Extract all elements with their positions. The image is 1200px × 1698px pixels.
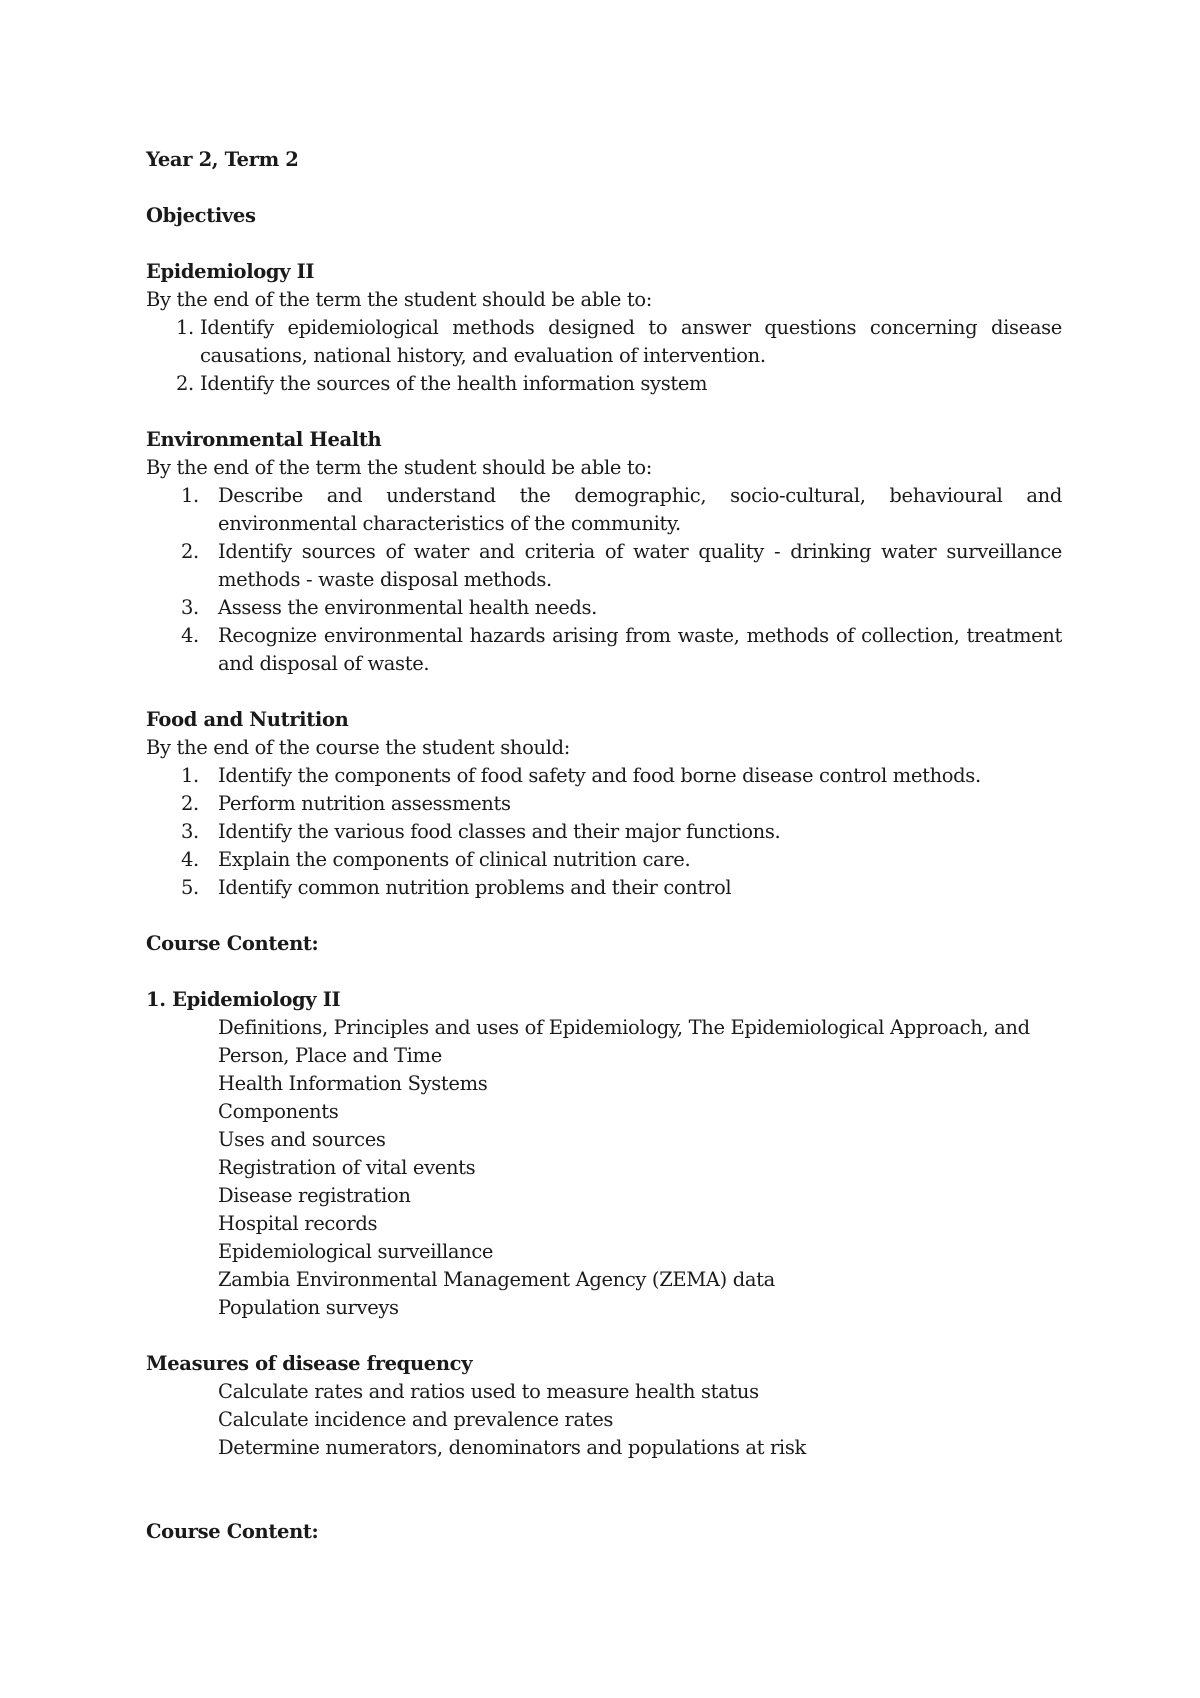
content-line: Disease registration [218,1184,411,1207]
section-title: Epidemiology II [146,260,315,283]
list-number: 3. [181,596,199,619]
objectives-list [146,482,1062,678]
list-item [146,622,1062,678]
document-title: Year 2, Term 2 [146,148,299,171]
list-text: Recognize environmental hazards arising from waste, methods of collection, treatment and disposal of waste. [218,624,1062,675]
list-number: 4. [181,624,199,647]
section-intro: By the end of the term the student should be able to: [146,456,652,479]
content-line: Components [218,1100,339,1123]
course-content-heading-2: Course Content: [146,1520,319,1543]
list-item [146,762,1062,790]
list-number: 4. [181,848,199,871]
list-number: 2. [181,540,199,563]
measures-list [146,1378,1062,1462]
list-item [146,538,1062,594]
objectives-list [146,314,1062,398]
content-line: Hospital records [218,1212,378,1235]
content-epi-heading: 1. Epidemiology II [146,988,341,1011]
content-line: Epidemiological surveillance [218,1240,494,1263]
list-number: 3. [181,820,199,843]
list-text: Identify epidemiological methods designed to answer questions concerning disease causations, national history, and evaluation of intervention. [200,316,1062,367]
list-text: Identify common nutrition problems and their control [218,876,732,899]
objectives-list [146,762,1062,902]
list-text: Identify the components of food safety and food borne disease control methods. [218,764,981,787]
document-page [146,146,1062,1546]
content-line: Registration of vital events [218,1156,476,1179]
section-environmental-health [146,426,1062,678]
list-number: 5. [181,876,199,899]
list-item [146,874,1062,902]
measures-heading: Measures of disease frequency [146,1352,473,1375]
list-item [146,818,1062,846]
content-line: Health Information Systems [218,1072,488,1095]
objectives-heading: Objectives [146,204,256,227]
list-text: Describe and understand the demographic, socio-cultural, behavioural and environmental characteristics of the community. [218,484,1062,535]
list-item [146,790,1062,818]
list-text: Explain the components of clinical nutrition care. [218,848,691,871]
list-text: Identify the sources of the health information system [200,372,708,395]
list-text: Identify the various food classes and their major functions. [218,820,781,843]
list-number: 2. [181,792,199,815]
course-content-heading: Course Content: [146,932,319,955]
content-line: Definitions, Principles and uses of Epidemiology, The Epidemiological Approach, and Person, Place and Time [218,1016,1030,1067]
list-item [146,314,1062,370]
section-food-nutrition [146,706,1062,902]
section-intro: By the end of the course the student should: [146,736,570,759]
list-item [146,370,1062,398]
list-text: Perform nutrition assessments [218,792,511,815]
content-line: Uses and sources [218,1128,386,1151]
list-text: Assess the environmental health needs. [218,596,598,619]
content-line: Determine numerators, denominators and populations at risk [218,1436,806,1459]
list-item [146,482,1062,538]
section-intro: By the end of the term the student should be able to: [146,288,652,311]
content-line: Population surveys [218,1296,399,1319]
list-item [146,594,1062,622]
list-item [146,846,1062,874]
list-text: Identify sources of water and criteria of water quality - drinking water surveillance methods - waste disposal methods. [218,540,1062,591]
list-number: 1. [181,484,199,507]
content-line: Calculate incidence and prevalence rates [218,1408,614,1431]
content-line: Zambia Environmental Management Agency (ZEMA) data [218,1268,775,1291]
section-epidemiology [146,258,1062,398]
content-line: Calculate rates and ratios used to measure health status [218,1380,759,1403]
list-number: 2. [176,372,194,395]
section-title: Environmental Health [146,428,382,451]
list-number: 1. [176,316,194,339]
list-number: 1. [181,764,199,787]
content-epi-list [146,1014,1062,1322]
section-title: Food and Nutrition [146,708,349,731]
